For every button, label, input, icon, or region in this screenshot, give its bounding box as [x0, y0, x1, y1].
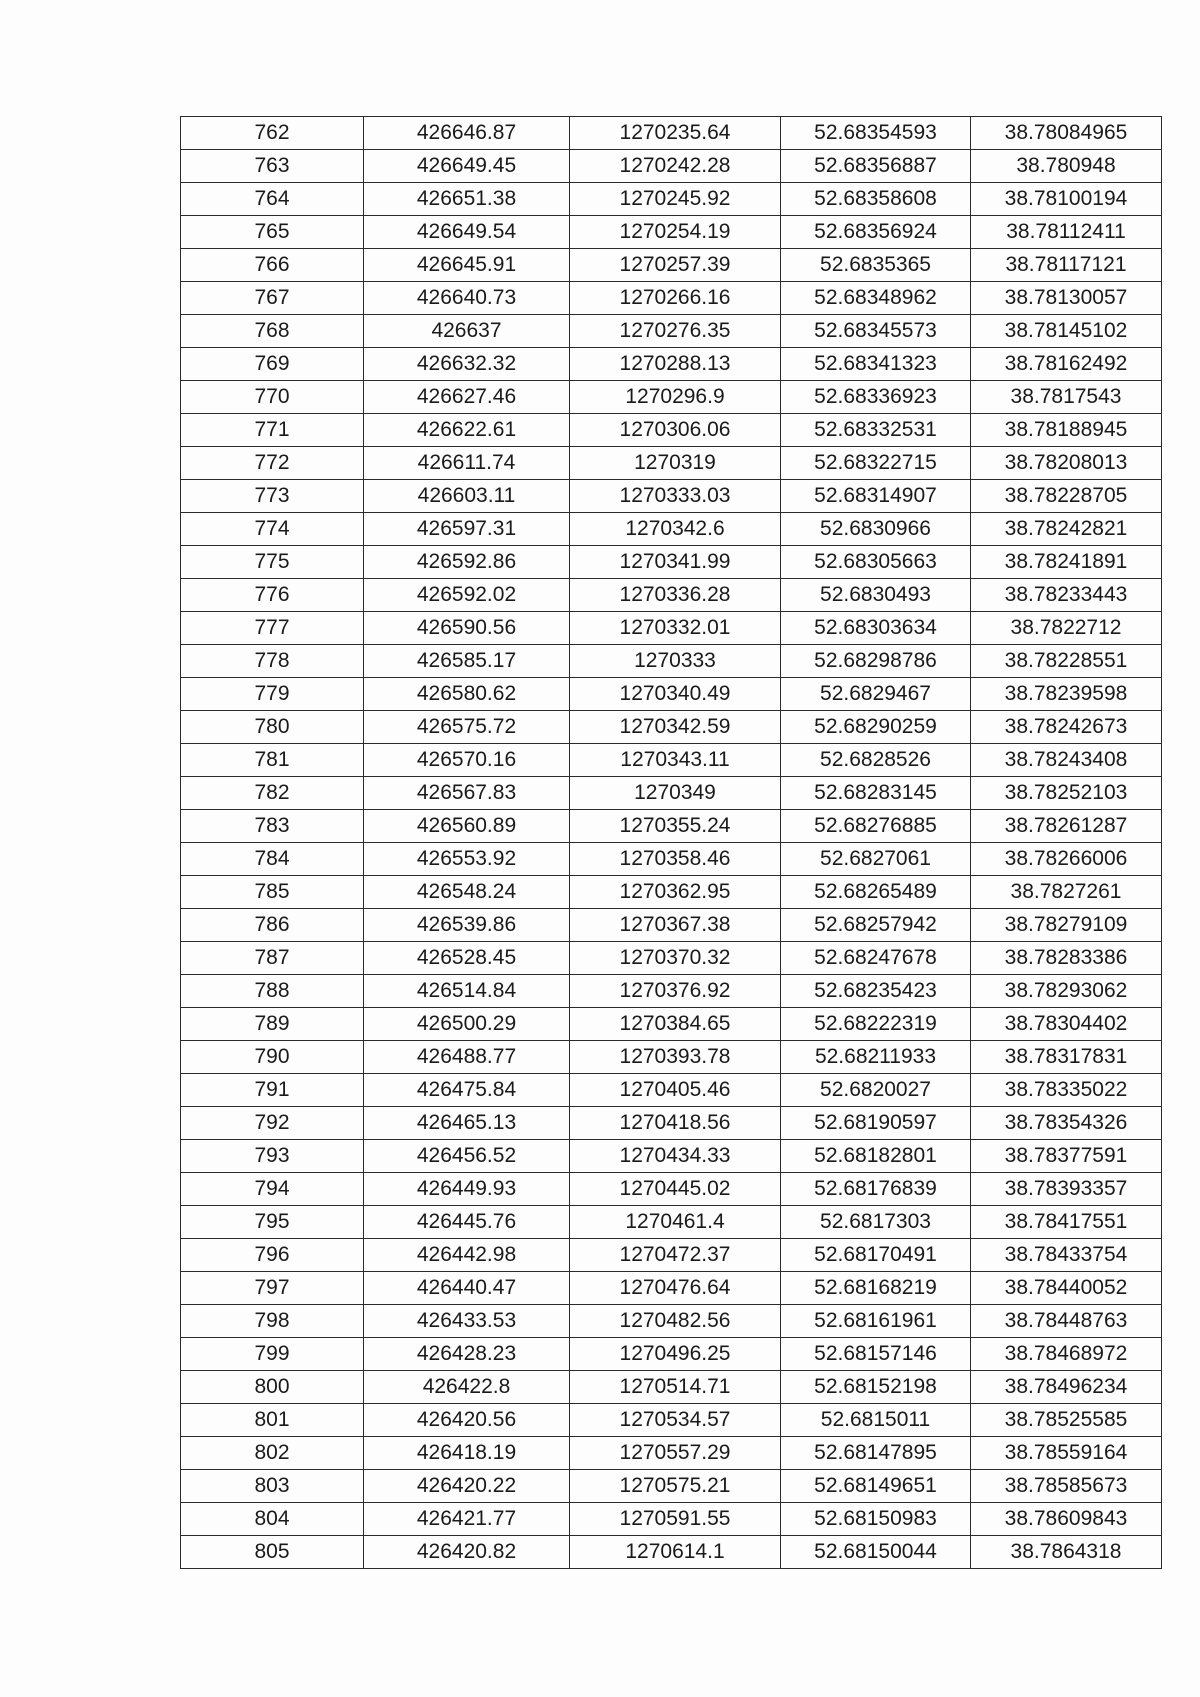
- x-coordinate-cell: 426428.23: [364, 1338, 570, 1371]
- x-coordinate-cell: 426627.46: [364, 381, 570, 414]
- longitude-cell: 38.78261287: [971, 810, 1162, 843]
- x-coordinate-cell: 426592.86: [364, 546, 570, 579]
- latitude-cell: 52.68176839: [781, 1173, 971, 1206]
- y-coordinate-cell: 1270296.9: [570, 381, 781, 414]
- table-row: [181, 1272, 1162, 1305]
- x-coordinate-cell: 426548.24: [364, 876, 570, 909]
- point-number-cell: 771: [181, 414, 364, 447]
- y-coordinate-cell: 1270393.78: [570, 1041, 781, 1074]
- longitude-cell: 38.78239598: [971, 678, 1162, 711]
- point-number-cell: 800: [181, 1371, 364, 1404]
- point-number-cell: 792: [181, 1107, 364, 1140]
- table-row: [181, 1437, 1162, 1470]
- table-row: [181, 1404, 1162, 1437]
- y-coordinate-cell: 1270358.46: [570, 843, 781, 876]
- longitude-cell: 38.78377591: [971, 1140, 1162, 1173]
- y-coordinate-cell: 1270534.57: [570, 1404, 781, 1437]
- longitude-cell: 38.78228551: [971, 645, 1162, 678]
- y-coordinate-cell: 1270333: [570, 645, 781, 678]
- point-number-cell: 769: [181, 348, 364, 381]
- point-number-cell: 802: [181, 1437, 364, 1470]
- table-row: [181, 513, 1162, 546]
- point-number-cell: 768: [181, 315, 364, 348]
- longitude-cell: 38.78241891: [971, 546, 1162, 579]
- point-number-cell: 790: [181, 1041, 364, 1074]
- longitude-cell: 38.78188945: [971, 414, 1162, 447]
- x-coordinate-cell: 426553.92: [364, 843, 570, 876]
- latitude-cell: 52.68276885: [781, 810, 971, 843]
- latitude-cell: 52.6828526: [781, 744, 971, 777]
- x-coordinate-cell: 426440.47: [364, 1272, 570, 1305]
- point-number-cell: 782: [181, 777, 364, 810]
- latitude-cell: 52.68247678: [781, 942, 971, 975]
- latitude-cell: 52.6835365: [781, 249, 971, 282]
- y-coordinate-cell: 1270384.65: [570, 1008, 781, 1041]
- table-row: [181, 843, 1162, 876]
- longitude-cell: 38.78496234: [971, 1371, 1162, 1404]
- longitude-cell: 38.78335022: [971, 1074, 1162, 1107]
- y-coordinate-cell: 1270257.39: [570, 249, 781, 282]
- longitude-cell: 38.78354326: [971, 1107, 1162, 1140]
- latitude-cell: 52.68341323: [781, 348, 971, 381]
- y-coordinate-cell: 1270340.49: [570, 678, 781, 711]
- point-number-cell: 805: [181, 1536, 364, 1569]
- x-coordinate-cell: 426420.22: [364, 1470, 570, 1503]
- y-coordinate-cell: 1270355.24: [570, 810, 781, 843]
- latitude-cell: 52.68150044: [781, 1536, 971, 1569]
- y-coordinate-cell: 1270362.95: [570, 876, 781, 909]
- table-row: [181, 1008, 1162, 1041]
- longitude-cell: 38.78112411: [971, 216, 1162, 249]
- y-coordinate-cell: 1270306.06: [570, 414, 781, 447]
- point-number-cell: 788: [181, 975, 364, 1008]
- longitude-cell: 38.78084965: [971, 117, 1162, 150]
- table-row: [181, 744, 1162, 777]
- latitude-cell: 52.68161961: [781, 1305, 971, 1338]
- point-number-cell: 772: [181, 447, 364, 480]
- table-row: [181, 282, 1162, 315]
- y-coordinate-cell: 1270476.64: [570, 1272, 781, 1305]
- x-coordinate-cell: 426592.02: [364, 579, 570, 612]
- longitude-cell: 38.78242821: [971, 513, 1162, 546]
- table-row: [181, 1470, 1162, 1503]
- longitude-cell: 38.78266006: [971, 843, 1162, 876]
- longitude-cell: 38.78304402: [971, 1008, 1162, 1041]
- y-coordinate-cell: 1270376.92: [570, 975, 781, 1008]
- longitude-cell: 38.78448763: [971, 1305, 1162, 1338]
- point-number-cell: 784: [181, 843, 364, 876]
- table-row: [181, 810, 1162, 843]
- point-number-cell: 787: [181, 942, 364, 975]
- point-number-cell: 778: [181, 645, 364, 678]
- longitude-cell: 38.78162492: [971, 348, 1162, 381]
- point-number-cell: 795: [181, 1206, 364, 1239]
- x-coordinate-cell: 426539.86: [364, 909, 570, 942]
- y-coordinate-cell: 1270342.6: [570, 513, 781, 546]
- table-row: [181, 975, 1162, 1008]
- table-row: [181, 678, 1162, 711]
- y-coordinate-cell: 1270336.28: [570, 579, 781, 612]
- longitude-cell: 38.7827261: [971, 876, 1162, 909]
- x-coordinate-cell: 426465.13: [364, 1107, 570, 1140]
- y-coordinate-cell: 1270370.32: [570, 942, 781, 975]
- point-number-cell: 796: [181, 1239, 364, 1272]
- longitude-cell: 38.78228705: [971, 480, 1162, 513]
- y-coordinate-cell: 1270367.38: [570, 909, 781, 942]
- y-coordinate-cell: 1270557.29: [570, 1437, 781, 1470]
- x-coordinate-cell: 426585.17: [364, 645, 570, 678]
- latitude-cell: 52.6830493: [781, 579, 971, 612]
- point-number-cell: 777: [181, 612, 364, 645]
- y-coordinate-cell: 1270418.56: [570, 1107, 781, 1140]
- point-number-cell: 776: [181, 579, 364, 612]
- x-coordinate-cell: 426420.56: [364, 1404, 570, 1437]
- table-row: [181, 447, 1162, 480]
- y-coordinate-cell: 1270276.35: [570, 315, 781, 348]
- x-coordinate-cell: 426570.16: [364, 744, 570, 777]
- point-number-cell: 763: [181, 150, 364, 183]
- table-row: [181, 348, 1162, 381]
- x-coordinate-cell: 426422.8: [364, 1371, 570, 1404]
- x-coordinate-cell: 426528.45: [364, 942, 570, 975]
- longitude-cell: 38.78417551: [971, 1206, 1162, 1239]
- x-coordinate-cell: 426449.93: [364, 1173, 570, 1206]
- longitude-cell: 38.78468972: [971, 1338, 1162, 1371]
- point-number-cell: 789: [181, 1008, 364, 1041]
- longitude-cell: 38.78293062: [971, 975, 1162, 1008]
- latitude-cell: 52.68265489: [781, 876, 971, 909]
- y-coordinate-cell: 1270342.59: [570, 711, 781, 744]
- point-number-cell: 785: [181, 876, 364, 909]
- longitude-cell: 38.78233443: [971, 579, 1162, 612]
- latitude-cell: 52.6827061: [781, 843, 971, 876]
- x-coordinate-cell: 426632.32: [364, 348, 570, 381]
- table-row: [181, 579, 1162, 612]
- table-row: [181, 909, 1162, 942]
- latitude-cell: 52.6829467: [781, 678, 971, 711]
- latitude-cell: 52.68150983: [781, 1503, 971, 1536]
- x-coordinate-cell: 426442.98: [364, 1239, 570, 1272]
- point-number-cell: 781: [181, 744, 364, 777]
- latitude-cell: 52.68147895: [781, 1437, 971, 1470]
- table-row: [181, 414, 1162, 447]
- table-row: [181, 480, 1162, 513]
- table-row: [181, 183, 1162, 216]
- latitude-cell: 52.68298786: [781, 645, 971, 678]
- coordinates-table: [180, 116, 1162, 1569]
- longitude-cell: 38.78393357: [971, 1173, 1162, 1206]
- latitude-cell: 52.68182801: [781, 1140, 971, 1173]
- table-row: [181, 1107, 1162, 1140]
- point-number-cell: 797: [181, 1272, 364, 1305]
- table-row: [181, 1206, 1162, 1239]
- point-number-cell: 770: [181, 381, 364, 414]
- x-coordinate-cell: 426611.74: [364, 447, 570, 480]
- y-coordinate-cell: 1270288.13: [570, 348, 781, 381]
- longitude-cell: 38.78525585: [971, 1404, 1162, 1437]
- table-row: [181, 645, 1162, 678]
- table-row: [181, 1074, 1162, 1107]
- table-row: [181, 1536, 1162, 1569]
- x-coordinate-cell: 426640.73: [364, 282, 570, 315]
- y-coordinate-cell: 1270472.37: [570, 1239, 781, 1272]
- x-coordinate-cell: 426575.72: [364, 711, 570, 744]
- y-coordinate-cell: 1270591.55: [570, 1503, 781, 1536]
- table-row: [181, 1140, 1162, 1173]
- latitude-cell: 52.68283145: [781, 777, 971, 810]
- latitude-cell: 52.68149651: [781, 1470, 971, 1503]
- x-coordinate-cell: 426456.52: [364, 1140, 570, 1173]
- y-coordinate-cell: 1270343.11: [570, 744, 781, 777]
- point-number-cell: 780: [181, 711, 364, 744]
- y-coordinate-cell: 1270445.02: [570, 1173, 781, 1206]
- table-row: [181, 876, 1162, 909]
- latitude-cell: 52.68303634: [781, 612, 971, 645]
- point-number-cell: 779: [181, 678, 364, 711]
- table-row: [181, 1503, 1162, 1536]
- x-coordinate-cell: 426649.54: [364, 216, 570, 249]
- latitude-cell: 52.6830966: [781, 513, 971, 546]
- table-row: [181, 711, 1162, 744]
- y-coordinate-cell: 1270614.1: [570, 1536, 781, 1569]
- longitude-cell: 38.78252103: [971, 777, 1162, 810]
- y-coordinate-cell: 1270341.99: [570, 546, 781, 579]
- table-row: [181, 1338, 1162, 1371]
- point-number-cell: 798: [181, 1305, 364, 1338]
- latitude-cell: 52.68211933: [781, 1041, 971, 1074]
- table-row: [181, 612, 1162, 645]
- table-row: [181, 777, 1162, 810]
- latitude-cell: 52.6815011: [781, 1404, 971, 1437]
- table-row: [181, 1173, 1162, 1206]
- longitude-cell: 38.78585673: [971, 1470, 1162, 1503]
- x-coordinate-cell: 426597.31: [364, 513, 570, 546]
- latitude-cell: 52.68170491: [781, 1239, 971, 1272]
- y-coordinate-cell: 1270266.16: [570, 282, 781, 315]
- y-coordinate-cell: 1270461.4: [570, 1206, 781, 1239]
- longitude-cell: 38.7864318: [971, 1536, 1162, 1569]
- x-coordinate-cell: 426475.84: [364, 1074, 570, 1107]
- x-coordinate-cell: 426560.89: [364, 810, 570, 843]
- table-row: [181, 1239, 1162, 1272]
- longitude-cell: 38.78279109: [971, 909, 1162, 942]
- x-coordinate-cell: 426433.53: [364, 1305, 570, 1338]
- longitude-cell: 38.78317831: [971, 1041, 1162, 1074]
- latitude-cell: 52.68168219: [781, 1272, 971, 1305]
- latitude-cell: 52.68356924: [781, 216, 971, 249]
- latitude-cell: 52.68257942: [781, 909, 971, 942]
- latitude-cell: 52.68358608: [781, 183, 971, 216]
- longitude-cell: 38.78117121: [971, 249, 1162, 282]
- y-coordinate-cell: 1270496.25: [570, 1338, 781, 1371]
- x-coordinate-cell: 426488.77: [364, 1041, 570, 1074]
- x-coordinate-cell: 426646.87: [364, 117, 570, 150]
- x-coordinate-cell: 426567.83: [364, 777, 570, 810]
- latitude-cell: 52.68152198: [781, 1371, 971, 1404]
- y-coordinate-cell: 1270405.46: [570, 1074, 781, 1107]
- point-number-cell: 804: [181, 1503, 364, 1536]
- table-row: [181, 249, 1162, 282]
- longitude-cell: 38.78609843: [971, 1503, 1162, 1536]
- latitude-cell: 52.68356887: [781, 150, 971, 183]
- coordinates-table-body: [181, 117, 1162, 1569]
- x-coordinate-cell: 426645.91: [364, 249, 570, 282]
- point-number-cell: 803: [181, 1470, 364, 1503]
- point-number-cell: 786: [181, 909, 364, 942]
- x-coordinate-cell: 426514.84: [364, 975, 570, 1008]
- point-number-cell: 773: [181, 480, 364, 513]
- point-number-cell: 793: [181, 1140, 364, 1173]
- latitude-cell: 52.68235423: [781, 975, 971, 1008]
- x-coordinate-cell: 426603.11: [364, 480, 570, 513]
- point-number-cell: 765: [181, 216, 364, 249]
- latitude-cell: 52.6817303: [781, 1206, 971, 1239]
- y-coordinate-cell: 1270349: [570, 777, 781, 810]
- table-row: [181, 942, 1162, 975]
- x-coordinate-cell: 426637: [364, 315, 570, 348]
- longitude-cell: 38.780948: [971, 150, 1162, 183]
- point-number-cell: 801: [181, 1404, 364, 1437]
- latitude-cell: 52.68157146: [781, 1338, 971, 1371]
- x-coordinate-cell: 426420.82: [364, 1536, 570, 1569]
- x-coordinate-cell: 426500.29: [364, 1008, 570, 1041]
- point-number-cell: 794: [181, 1173, 364, 1206]
- longitude-cell: 38.78145102: [971, 315, 1162, 348]
- y-coordinate-cell: 1270254.19: [570, 216, 781, 249]
- point-number-cell: 799: [181, 1338, 364, 1371]
- longitude-cell: 38.7817543: [971, 381, 1162, 414]
- latitude-cell: 52.68332531: [781, 414, 971, 447]
- y-coordinate-cell: 1270332.01: [570, 612, 781, 645]
- x-coordinate-cell: 426590.56: [364, 612, 570, 645]
- longitude-cell: 38.78283386: [971, 942, 1162, 975]
- point-number-cell: 783: [181, 810, 364, 843]
- table-row: [181, 216, 1162, 249]
- point-number-cell: 762: [181, 117, 364, 150]
- latitude-cell: 52.68190597: [781, 1107, 971, 1140]
- y-coordinate-cell: 1270319: [570, 447, 781, 480]
- y-coordinate-cell: 1270242.28: [570, 150, 781, 183]
- table-row: [181, 1305, 1162, 1338]
- latitude-cell: 52.68222319: [781, 1008, 971, 1041]
- y-coordinate-cell: 1270245.92: [570, 183, 781, 216]
- latitude-cell: 52.68345573: [781, 315, 971, 348]
- longitude-cell: 38.78208013: [971, 447, 1162, 480]
- latitude-cell: 52.68305663: [781, 546, 971, 579]
- table-row: [181, 381, 1162, 414]
- longitude-cell: 38.78130057: [971, 282, 1162, 315]
- y-coordinate-cell: 1270235.64: [570, 117, 781, 150]
- x-coordinate-cell: 426651.38: [364, 183, 570, 216]
- latitude-cell: 52.68348962: [781, 282, 971, 315]
- point-number-cell: 775: [181, 546, 364, 579]
- table-row: [181, 546, 1162, 579]
- point-number-cell: 791: [181, 1074, 364, 1107]
- latitude-cell: 52.68354593: [781, 117, 971, 150]
- x-coordinate-cell: 426580.62: [364, 678, 570, 711]
- longitude-cell: 38.78243408: [971, 744, 1162, 777]
- longitude-cell: 38.78433754: [971, 1239, 1162, 1272]
- table-row: [181, 1041, 1162, 1074]
- table-row: [181, 315, 1162, 348]
- longitude-cell: 38.78440052: [971, 1272, 1162, 1305]
- y-coordinate-cell: 1270575.21: [570, 1470, 781, 1503]
- point-number-cell: 764: [181, 183, 364, 216]
- x-coordinate-cell: 426649.45: [364, 150, 570, 183]
- x-coordinate-cell: 426421.77: [364, 1503, 570, 1536]
- table-row: [181, 117, 1162, 150]
- latitude-cell: 52.6820027: [781, 1074, 971, 1107]
- x-coordinate-cell: 426418.19: [364, 1437, 570, 1470]
- x-coordinate-cell: 426445.76: [364, 1206, 570, 1239]
- point-number-cell: 774: [181, 513, 364, 546]
- table-row: [181, 150, 1162, 183]
- table-row: [181, 1371, 1162, 1404]
- latitude-cell: 52.68322715: [781, 447, 971, 480]
- point-number-cell: 766: [181, 249, 364, 282]
- latitude-cell: 52.68314907: [781, 480, 971, 513]
- longitude-cell: 38.7822712: [971, 612, 1162, 645]
- latitude-cell: 52.68336923: [781, 381, 971, 414]
- longitude-cell: 38.78559164: [971, 1437, 1162, 1470]
- y-coordinate-cell: 1270434.33: [570, 1140, 781, 1173]
- longitude-cell: 38.78242673: [971, 711, 1162, 744]
- y-coordinate-cell: 1270514.71: [570, 1371, 781, 1404]
- latitude-cell: 52.68290259: [781, 711, 971, 744]
- x-coordinate-cell: 426622.61: [364, 414, 570, 447]
- longitude-cell: 38.78100194: [971, 183, 1162, 216]
- y-coordinate-cell: 1270482.56: [570, 1305, 781, 1338]
- point-number-cell: 767: [181, 282, 364, 315]
- y-coordinate-cell: 1270333.03: [570, 480, 781, 513]
